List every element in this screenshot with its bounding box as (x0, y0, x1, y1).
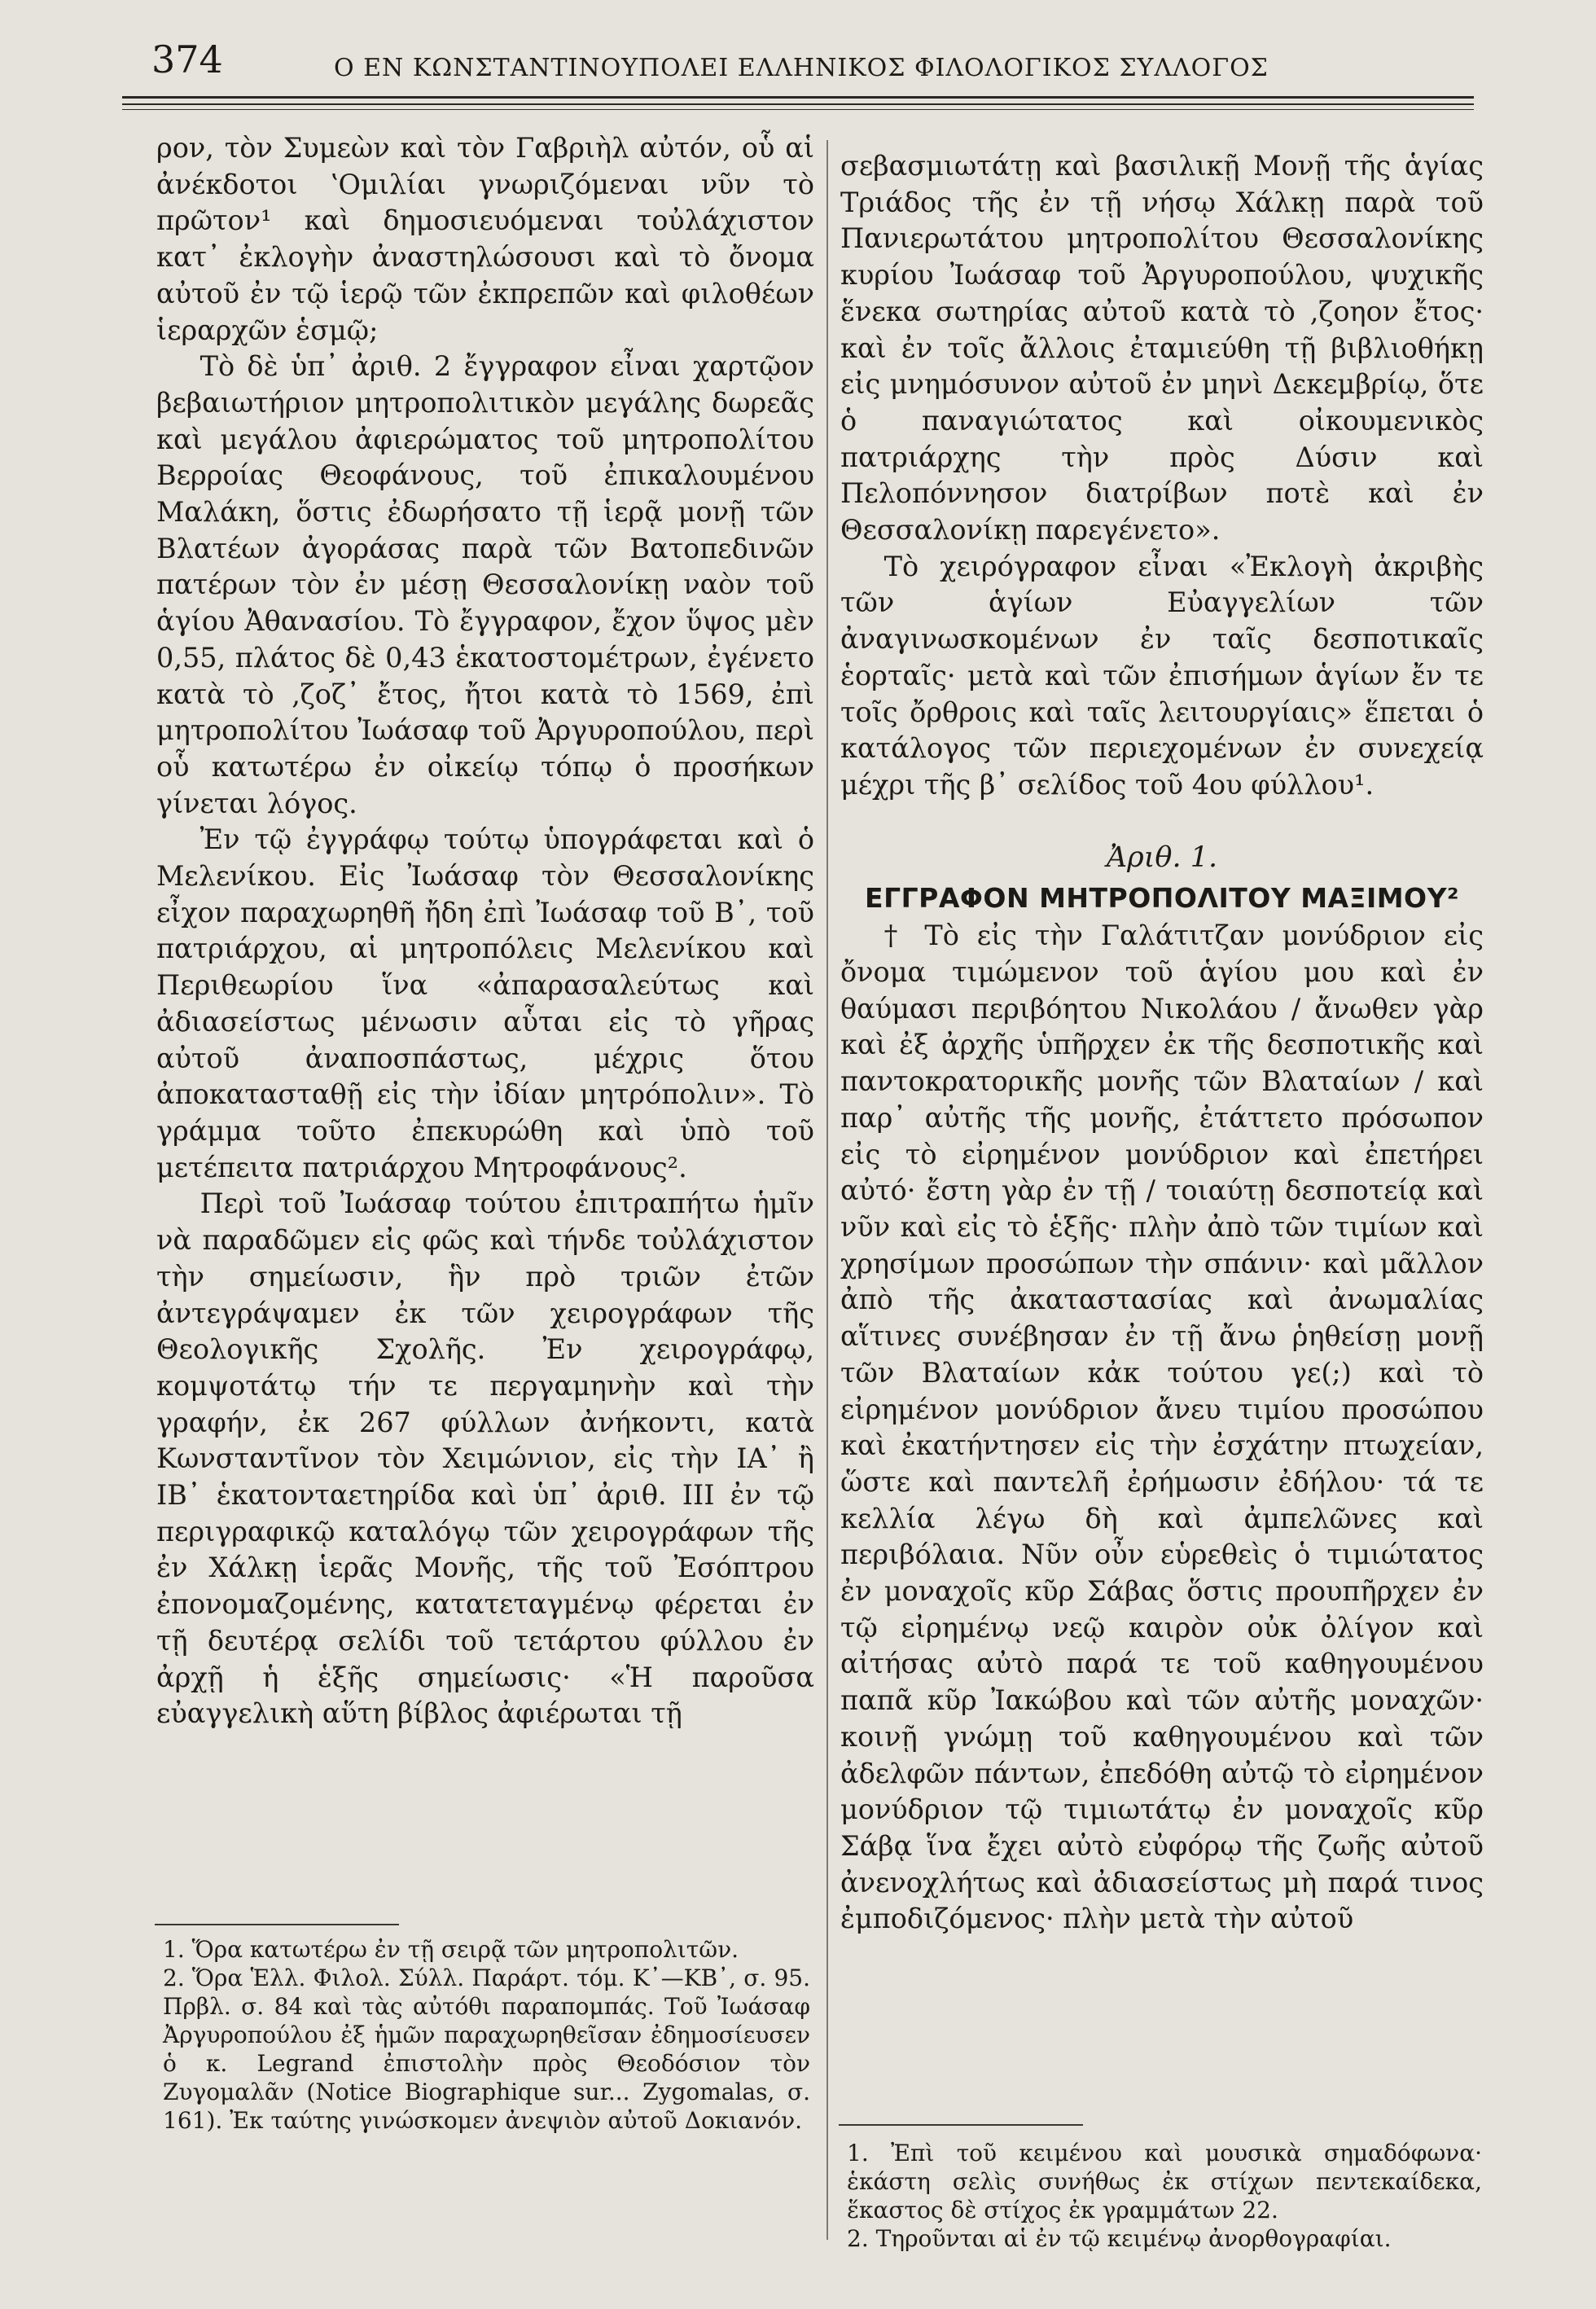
header-rule (122, 109, 1474, 110)
header-rule (122, 103, 1474, 105)
footnote: 1. Ὅρα κατωτέρω ἐν τῇ σειρᾷ τῶν μητροπολιτῶν. (163, 1936, 739, 1963)
paragraph: Τὸ δὲ ὑπ᾽ ἀριθ. 2 ἔγγραφον εἶναι χαρτῷον βεβαιωτήριον μητροπολιτικὸν μεγάλης δωρεᾶς καὶ μεγάλου ἀφιερώματος τοῦ μητροπολίτου Βερροίας Θεοφάνους, τοῦ ἐπικαλουμένου Μαλάκη, ὅστις ἐδωρήσατο τῇ ἱερᾷ μονῇ τῶν Βλατέων ἀγοράσας παρὰ τῶν Βατοπεδινῶν πατέρων τὸν ἐν μέσῃ Θεσσαλονίκῃ ναὸν τοῦ ἁγίου Ἀθανασίου. Τὸ ἔγγραφον, ἔχον ὕψος μὲν 0,55, πλάτος δὲ 0,43 ἑκατοστομέτρων, ἐγένετο κατὰ τὸ ‚ζοζ᾽ ἔτος, ἤτοι κατὰ τὸ 1569, ἐπὶ μητροπολίτου Ἰωάσαφ τοῦ Ἀργυροπούλου, περὶ οὗ κατωτέρω ἐν οἰκείῳ τόπῳ ὁ προσήκων γίνεται λόγος. (156, 350, 814, 819)
left-footnotes (163, 1935, 810, 2135)
footnote: 2. Τηροῦνται αἱ ἐν τῷ κειμένῳ ἀνορθογραφίαι. (847, 2225, 1392, 2252)
paragraph: ρον, τὸν Συμεὼν καὶ τὸν Γαβριὴλ αὐτόν, οὗ αἱ ἀνέκδοτοι ʽΟμιλίαι γνωριζόμεναι νῦν τὸ πρῶτον¹ καὶ δημοσιευόμεναι τοὐλάχιστον κατ᾽ ἐκλογὴν ἀναστηλώσουσι καὶ τὸ ὄνομα αὐτοῦ ἐν τῷ ἱερῷ τῶν ἐκπρεπῶν καὶ φιλοθέων ἱεραρχῶν ἑσμῷ; (156, 132, 814, 346)
footnote-rule (839, 2124, 1083, 2126)
paragraph: Τὸ χειρόγραφον εἶναι «Ἐκλογὴ ἀκριβὴς τῶν ἁγίων Εὐαγγελίων τῶν ἀναγινωσκομένων ἐν ταῖς δεσποτικαῖς ἑορταῖς· μετὰ καὶ τῶν ἐπισήμων ἁγίων ἔν τε τοῖς ὄρθροις καὶ ταῖς λειτουργίαις» ἕπεται ὁ κατάλογος τῶν περιεχομένων ἐν συνεχείᾳ μέχρι τῆς β᾽ σελίδος τοῦ 4ου φύλλου¹. (840, 550, 1484, 801)
footnote: 2. Ὅρα Ἑλλ. Φιλολ. Σύλλ. Παράρτ. τόμ. Κ᾽—ΚΒ᾽, σ. 95. Πρβλ. σ. 84 καὶ τὰς αὐτόθι παραπομπάς. Τοῦ Ἰωάσαφ Ἀργυροπούλου ἐξ ἡμῶν παραχωρηθεῖσαν ἐδημοσίευσεν ὁ κ. Legrand ἐπιστολὴν πρὸς Θεοδόσιον τὸν Ζυγομαλᾶν (Notice Biographique sur... Zygomalas, σ. 161). Ἐκ ταύτης γινώσκομεν ἀνεψιὸν αὐτοῦ Δοκιανόν. (163, 1964, 810, 2134)
paragraph: σεβασμιωτάτῃ καὶ βασιλικῇ Μονῇ τῆς ἁγίας Τριάδος τῆς ἐν τῇ νήσῳ Χάλκῃ παρὰ τοῦ Πανιερωτάτου μητροπολίτου Θεσσαλονίκης κυρίου Ἰωάσαφ τοῦ Ἀργυροπούλου, ψυχικῆς ἕνεκα σωτηρίας αὐτοῦ κατὰ τὸ ‚ζοηον ἔτος· καὶ ἐν τοῖς ἄλλοις ἐταμιεύθη τῇ βιβλιοθήκῃ εἰς μνημόσυνον αὐτοῦ ἐν μηνὶ Δεκεμβρίῳ, ὅτε ὁ παναγιώτατος καὶ οἰκουμενικὸς πατριάρχης τὴν πρὸς Δύσιν καὶ Πελοπόννησον διατρίβων ποτὲ καὶ ἐν Θεσσαλονίκῃ παρεγένετο». (840, 150, 1484, 547)
right-column (840, 148, 1484, 1938)
running-title: Ο ΕΝ ΚΩΝΣΤΑΝΤΙΝΟΥΠΟΛΕΙ ΕΛΛΗΝΙΚΟΣ ΦΙΛΟΛΟΓΙΚΟΣ ΣΥΛΛΟΓΟΣ (334, 54, 1269, 82)
paragraph: Περὶ τοῦ Ἰωάσαφ τούτου ἐπιτραπήτω ἡμῖν νὰ παραδῶμεν εἰς φῶς καὶ τήνδε τοὐλάχιστον τὴν σημείωσιν, ἣν πρὸ τριῶν ἐτῶν ἀντεγράψαμεν ἐκ τῶν χειρογράφων τῆς Θεολογικῆς Σχολῆς. Ἐν χειρογράφῳ, κομψοτάτῳ τήν τε περγαμηνὴν καὶ τὴν γραφήν, ἐκ 267 φύλλων ἀνήκοντι, κατὰ Κωνσταντῖνον τὸν Χειμώνιον, εἰς τὴν ΙΑ᾽ ἢ ΙΒ᾽ ἑκατονταετηρίδα καὶ ὑπ᾽ ἀριθ. III ἐν τῷ περιγραφικῷ καταλόγῳ τῶν χειρογράφων τῆς ἐν Χάλκῃ ἱερᾶς Μονῆς, τῆς τοῦ Ἐσόπτρου ἐπονομαζομένης, κατατεταγμένῳ φέρεται ἐν τῇ δευτέρᾳ σελίδι τοῦ τετάρτου φύλλου ἐν ἀρχῇ ἡ ἑξῆς σημείωσις· «Ἡ παροῦσα εὐαγγελικὴ αὕτη βίβλος ἀφιέρωται τῇ (156, 1187, 814, 1730)
document-text: † Τὸ εἰς τὴν Γαλάτιτζαν μονύδριον εἰς ὄνομα τιμώμενον τοῦ ἁγίου μου καὶ ἐν θαύμασι περιβόητου Νικολάου / ἄνωθεν γὰρ καὶ ἐξ ἀρχῆς ὑπῆρχεν ἐκ τῆς δεσποτικῆς καὶ παντοκρατορικῆς μονῆς τῶν Βλαταίων / καὶ παρ᾽ αὐτῆς τῆς μονῆς, ἐτάττετο πρόσωπον εἰς τὸ εἰρημένον μονύδριον καὶ ἐπετήρει αὐτό· ἔστη γὰρ ἐν τῇ / τοιαύτῃ δεσποτείᾳ καὶ νῦν καὶ εἰς τὸ ἑξῆς· πλὴν ἀπὸ τῶν τιμίων καὶ χρησίμων προσώπων τὴν σπάνιν· καὶ μᾶλλον ἀπὸ τῆς ἀκαταστασίας καὶ ἀνωμαλίας αἵτινες συνέβησαν ἐν τῇ ἄνω ῥηθείσῃ μονῇ τῶν Βλαταίων κἀκ τούτου γε(;) καὶ τὸ εἰρημένον μονύδριον ἄνευ τιμίου προσώπου καὶ ἐκατήντησεν εἰς τὴν ἐσχάτην πτωχείαν, ὥστε καὶ παντελῆ ἐρήμωσιν ἐδήλου· τά τε κελλία λέγω δὴ καὶ ἀμπελῶνες καὶ περιβόλαια. Νῦν οὖν εὑρεθεὶς ὁ τιμιώτατος ἐν μοναχοῖς κῦρ Σάβας ὅστις προυπῆρχεν ἐν τῷ εἰρημένῳ νεῷ καιρὸν οὐκ ὀλίγον καὶ αἰτήσας αὐτὸ παρά τε τοῦ καθηγουμένου παπᾶ κῦρ Ἰακώβου καὶ τῶν αὐτῆς μοναχῶν· κοινῇ γνώμῃ τοῦ καθηγουμένου καὶ τῶν ἀδελφῶν πάντων, ἐπεδόθη αὐτῷ τὸ εἰρημένον μονύδριον τῷ τιμιωτάτῳ ἐν μοναχοῖς κῦρ Σάβᾳ ἵνα ἔχει αὐτὸ εὐφόρῳ τῆς ζωῆς αὐτοῦ ἀνενοχλήτως καὶ ἀδιασείστως μὴ παρά τινος ἐμποδιζόμενος· πλὴν μετὰ τὴν αὐτοῦ (840, 920, 1484, 1935)
right-footnotes (847, 2139, 1482, 2253)
footnote-rule (155, 1924, 399, 1925)
left-column (156, 130, 814, 1732)
section-title: ΕΓΓΡΑΦΟΝ ΜΗΤΡΟΠΟΛΙΤΟΥ ΜΑΞΙΜΟΥ² (865, 882, 1459, 915)
footnote: 1. Ἐπὶ τοῦ κειμένου καὶ μουσικὰ σημαδόφωνα· ἑκάστη σελὶς συνήθως ἐκ στίχων πεντεκαίδεκα, ἕκαστος δὲ στίχος ἐκ γραμμάτων 22. (847, 2140, 1482, 2223)
column-divider (826, 140, 828, 2240)
header-rule (122, 96, 1474, 99)
paragraph: Ἐν τῷ ἐγγράφῳ τούτῳ ὑπογράφεται καὶ ὁ Μελενίκου. Εἰς Ἰωάσαφ τὸν Θεσσαλονίκης εἶχον παραχωρηθῆ ἤδη ἐπὶ Ἰωάσαφ τοῦ Β᾽, τοῦ πατριάρχου, αἱ μητροπόλεις Μελενίκου καὶ Περιθεωρίου ἵνα «ἀπαρασαλεύτως καὶ ἀδιασείστως μένωσιν αὗται εἰς τὸ γῆρας αὐτοῦ ἀναποσπάστως, μέχρις ὅτου ἀποκατασταθῇ εἰς τὴν ἰδίαν μητρόπολιν». Τὸ γράμμα τοῦτο ἐπεκυρώθη καὶ ὑπὸ τοῦ μετέπειτα πατριάρχου Μητροφάνους². (156, 823, 814, 1183)
page-number: 374 (151, 37, 223, 81)
section-number: Ἀριθ. 1. (1106, 841, 1218, 874)
